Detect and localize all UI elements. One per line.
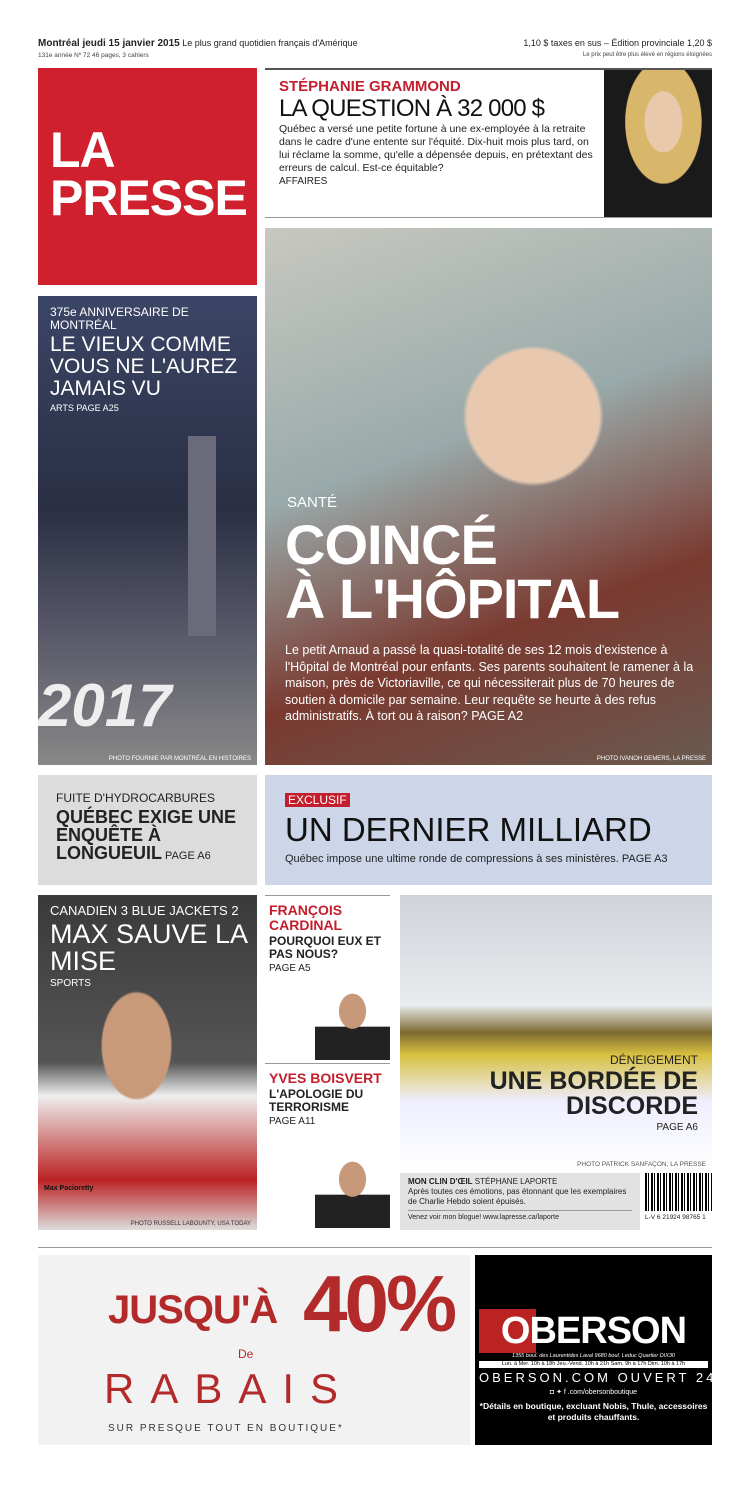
- headline-line-1: COINCÉ: [285, 513, 497, 576]
- columnist-name: FRANÇOIS CARDINAL: [269, 902, 343, 933]
- social-icons: ◘ ✦ f .com/obersonboutique: [549, 1389, 638, 1396]
- logo-line-1: LA: [50, 122, 115, 178]
- main-story[interactable]: [265, 228, 712, 765]
- photo-year: 2017: [38, 672, 172, 739]
- plow-text: [438, 1053, 698, 1134]
- columnist-photo: [315, 1153, 390, 1228]
- dateline: [38, 38, 358, 49]
- logo-line-2: PRESSE: [50, 170, 247, 226]
- headline: LE VIEUX COMME VOUS NE L'AUREZ JAMAIS VU: [50, 333, 238, 400]
- tagline: Le plus grand quotidien français d'Amérique: [182, 38, 358, 48]
- author: STÉPHANE LAPORTE: [474, 1177, 558, 1186]
- issue-info: 131e année Nº 72 46 pages, 3 cahiers: [38, 52, 149, 59]
- kicker: 375e ANNIVERSAIRE DE MONTRÉAL: [50, 305, 189, 332]
- column-text: [269, 903, 387, 975]
- headline: MAX SAUVE LA MISE: [50, 919, 247, 976]
- column-title: L'APOLOGIE DU TERRORISME: [269, 1087, 364, 1114]
- ad-hours: Lun. à Mer. 10h à 18h Jeu.-Vend. 10h à 21h Sam. 9h à 17h Dim. 10h à 17h: [479, 1361, 708, 1368]
- page-ref: ARTS PAGE A25: [50, 403, 119, 413]
- hockey-story[interactable]: [38, 895, 257, 1230]
- date: Montréal jeudi 15 janvier 2015: [38, 38, 180, 49]
- section: SPORTS: [50, 978, 91, 989]
- ad-de: De: [238, 1347, 254, 1361]
- ad-line: JUSQU'À: [108, 1288, 278, 1332]
- summary: Le petit Arnaud a passé la quasi-totalité de ses 12 mois d'existence à l'Hôpital de Montréal pour enfants. Ses parents souhaitent le ramener à la maison, près de Victoriaville, ce qui nécessiterait plus de 70 heures de soutien à domicile par semaine. Leur requête se heurte à des refus administratifs. À tort ou à raison? PAGE A2: [285, 643, 694, 723]
- hockey-text: [50, 903, 250, 990]
- ad-website: OBERSON.COM OUVERT 24H: [479, 1370, 729, 1385]
- hydrocarbon-story[interactable]: [38, 775, 257, 885]
- ad-oberson[interactable]: [475, 1255, 729, 1445]
- page-ref: PAGE A6: [162, 850, 211, 862]
- score: CANADIEN 3 BLUE JACKETS 2: [50, 903, 239, 918]
- columnist-name: YVES BOISVERT: [269, 1070, 382, 1086]
- kicker: FUITE D'HYDROCARBURES: [56, 791, 215, 805]
- label: MON CLIN D'ŒIL: [408, 1177, 473, 1186]
- headline: LA QUESTION À 32 000 $: [279, 95, 545, 122]
- ad-address: 1355 boul. des Laurentides Laval 9680 boul. Leduc Quartier DIX30: [512, 1353, 675, 1359]
- clock-tower-photo: [188, 436, 216, 636]
- player-name: Max Pacioretty: [44, 1185, 94, 1192]
- exclusive-badge: EXCLUSIF: [285, 793, 350, 807]
- page-ref: PAGE A11: [269, 1116, 316, 1127]
- headline: [285, 513, 705, 630]
- feature-text: [50, 306, 250, 414]
- author-photo: [604, 70, 712, 218]
- price-note: Le prix peut être plus élevé en régions éloignées: [582, 52, 712, 58]
- page-ref: PAGE A6: [656, 1122, 698, 1133]
- price: 1,10 $ taxes en sus – Édition provinciale 1,20 $: [523, 38, 712, 48]
- anniversary-feature[interactable]: [38, 296, 257, 765]
- divider: [38, 1247, 712, 1248]
- author: STÉPHANIE GRAMMOND: [279, 78, 461, 95]
- ad-disclaimer: *Détails en boutique, excluant Nobis, Thule, accessoires et produits chauffants.: [479, 1401, 708, 1422]
- columnist-boisvert[interactable]: [265, 1063, 390, 1228]
- top-story[interactable]: [265, 68, 712, 218]
- photo-credit: PHOTO IVANOH DEMERS, LA PRESSE: [596, 756, 706, 762]
- ad-sale[interactable]: [38, 1255, 470, 1445]
- main-story-text: [285, 494, 705, 725]
- photo-credit: PHOTO PATRICK SANFAÇON, LA PRESSE: [577, 1161, 706, 1168]
- ad-subline: SUR PRESQUE TOUT EN BOUTIQUE*: [108, 1423, 344, 1434]
- barcode-bars: [645, 1173, 712, 1211]
- summary: Québec a versé une petite fortune à une ex-employée à la retraite dans le cadre d'une entente sur l'équité. Dix-huit mois plus tard, on lui réclame la somme, qu'elle a dépensée depuis, en prétextant des erreurs de calcul. Est-ce équitable?: [279, 123, 593, 174]
- oberson-logo: OBERSON: [479, 1309, 708, 1353]
- column-text: [269, 1071, 387, 1128]
- barcode: [645, 1173, 712, 1228]
- headline-text: QUÉBEC EXIGE UNE ENQUÊTE À LONGUEUIL: [56, 807, 237, 863]
- text: Après toutes ces émotions, pas étonnant que les exemplaires de Charlie Hebdo soient épuisés.: [408, 1187, 627, 1206]
- page-ref: PAGE A5: [269, 963, 311, 974]
- photo-credit: PHOTO FOURNIE PAR MONTRÉAL EN HISTOIRES: [108, 756, 251, 762]
- headline: UN DERNIER MILLIARD: [285, 811, 652, 848]
- headline-line-2: À L'HÔPITAL: [285, 567, 620, 630]
- clin-doeil-box[interactable]: [400, 1173, 640, 1230]
- column-title: POURQUOI EUX ET PAS NOUS?: [269, 934, 382, 961]
- columnist-photo: [315, 985, 390, 1060]
- kicker: DÉNEIGEMENT: [609, 1053, 698, 1067]
- snow-removal-story[interactable]: [400, 895, 712, 1170]
- la-presse-logo[interactable]: [38, 68, 257, 285]
- blog-link[interactable]: Venez voir mon blogue! www.lapresse.ca/laporte: [408, 1210, 632, 1222]
- headline: [56, 808, 251, 865]
- kicker: SANTÉ: [287, 494, 338, 511]
- section: AFFAIRES: [279, 176, 328, 187]
- barcode-number: L-V 6 21924 98765 1: [645, 1214, 706, 1221]
- headline: UNE BORDÉE DE DISCORDE: [489, 1067, 698, 1120]
- ad-rabais: RABAIS: [104, 1365, 355, 1412]
- top-story-text: [279, 78, 597, 188]
- columnist-cardinal[interactable]: [265, 895, 390, 1060]
- summary: Québec impose une ultime ronde de compressions à ses ministères. PAGE A3: [285, 853, 668, 865]
- ad-percent: 40%: [303, 1259, 455, 1348]
- photo-credit: PHOTO RUSSELL LABOUNTY, USA TODAY: [130, 1221, 251, 1227]
- exclusive-story[interactable]: [265, 775, 712, 885]
